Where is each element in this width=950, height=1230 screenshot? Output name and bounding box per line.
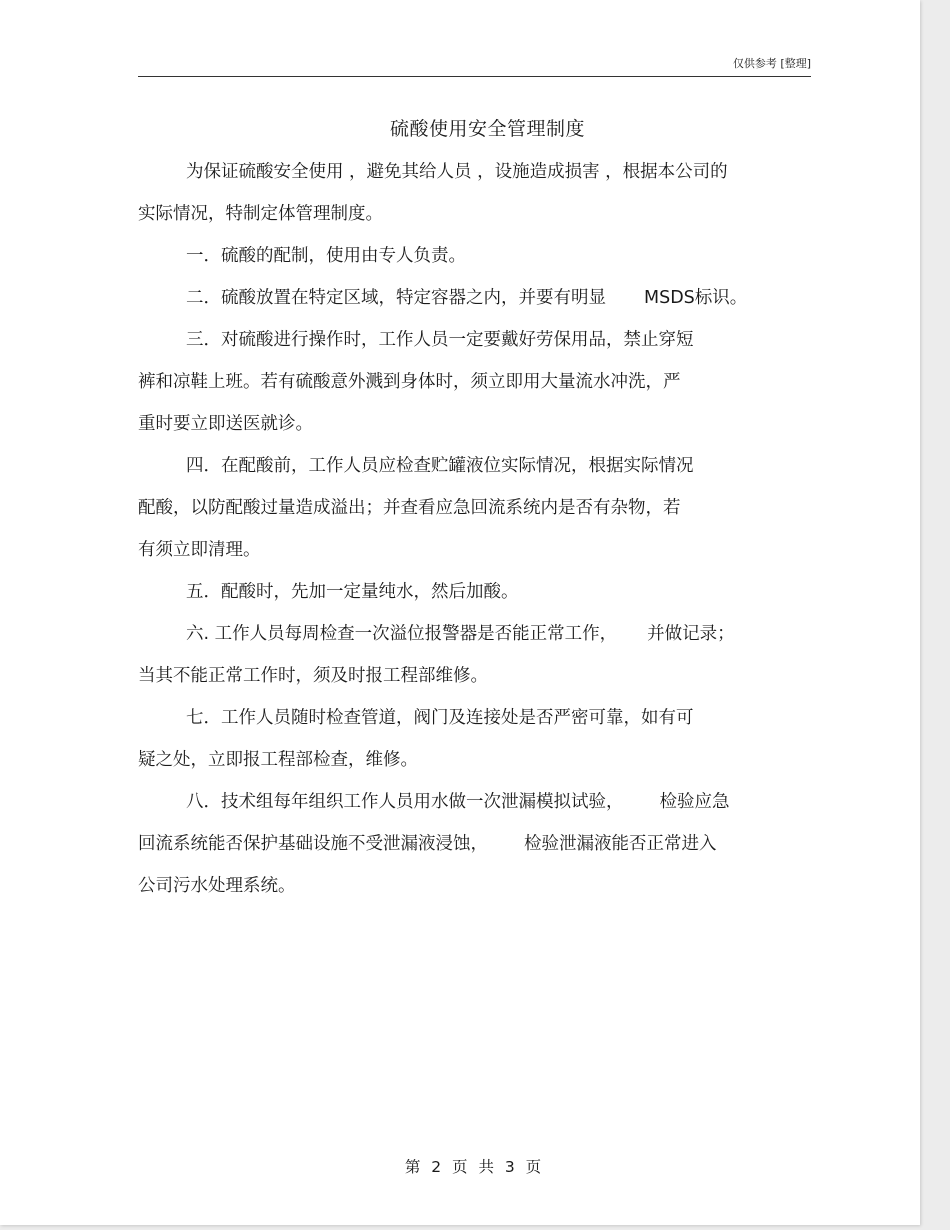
header-note: 仅供参考 [整理] (732, 57, 811, 70)
clause-7-line-2: 疑之处，立即报工程部检查，维修。 (138, 750, 418, 770)
clause-2-text: 二．硫酸放置在特定区域，特定容器之内，并要有明显 (186, 288, 606, 308)
clause-5-line-1: 五．配酸时，先加一定量纯水，然后加酸。 (186, 582, 519, 602)
clause-2-line-1 (138, 284, 818, 312)
clause-8-text-a: 八．技术组每年组织工作人员用水做一次泄漏模拟试验， (186, 792, 624, 812)
clause-8-line-1 (138, 788, 818, 816)
document-body (138, 158, 818, 914)
clause-8-text-c: 回流系统能否保护基础设施不受泄漏液浸蚀， (138, 834, 488, 854)
page-header (138, 56, 811, 77)
document-title: 硫酸使用安全管理制度 (389, 118, 585, 140)
clause-6-line-1 (138, 620, 818, 648)
clause-8-line-2 (138, 830, 818, 858)
clause-7-line-1: 七．工作人员随时检查管道，阀门及连接处是否严密可靠，如有可 (186, 708, 694, 728)
clause-2-msds-label: MSDS标识。 (644, 288, 748, 308)
clause-3-line-1: 三．对硫酸进行操作时，工作人员一定要戴好劳保用品，禁止穿短 (186, 330, 694, 350)
clause-8-text-b: 检验应急 (659, 792, 730, 812)
paragraph-intro-line-1: 为保证硫酸安全使用 ，避免其给人员 ，设施造成损害 ，根据本公司的 (186, 162, 728, 182)
clause-1-line-1: 一．硫酸的配制，使用由专人负责。 (186, 246, 466, 266)
clause-6-text-a: 六. 工作人员每周检查一次溢位报警器是否能正常工作， (186, 624, 618, 644)
clause-4-line-2: 配酸，以防配酸过量造成溢出；并查看应急回流系统内是否有杂物，若 (138, 498, 681, 518)
clause-8-text-d: 检验泄漏液能否正常进入 (524, 834, 717, 854)
clause-3-line-3: 重时要立即送医就诊。 (138, 414, 313, 434)
clause-8-line-3: 公司污水处理系统。 (138, 876, 296, 896)
clause-4-line-1: 四．在配酸前，工作人员应检查贮罐液位实际情况，根据实际情况 (186, 456, 694, 476)
paragraph-intro-line-2: 实际情况，特制定体管理制度。 (138, 204, 383, 224)
clause-3-line-2: 裤和凉鞋上班。若有硫酸意外溅到身体时，须立即用大量流水冲洗，严 (138, 372, 681, 392)
clause-6-text-b: 并做记录； (647, 624, 735, 644)
page-footer (0, 1155, 946, 1177)
clause-4-line-3: 有须立即清理。 (138, 540, 261, 560)
page-number: 第 2 页 共 3 页 (404, 1158, 542, 1176)
clause-6-line-2: 当其不能正常工作时，须及时报工程部维修。 (138, 666, 488, 686)
